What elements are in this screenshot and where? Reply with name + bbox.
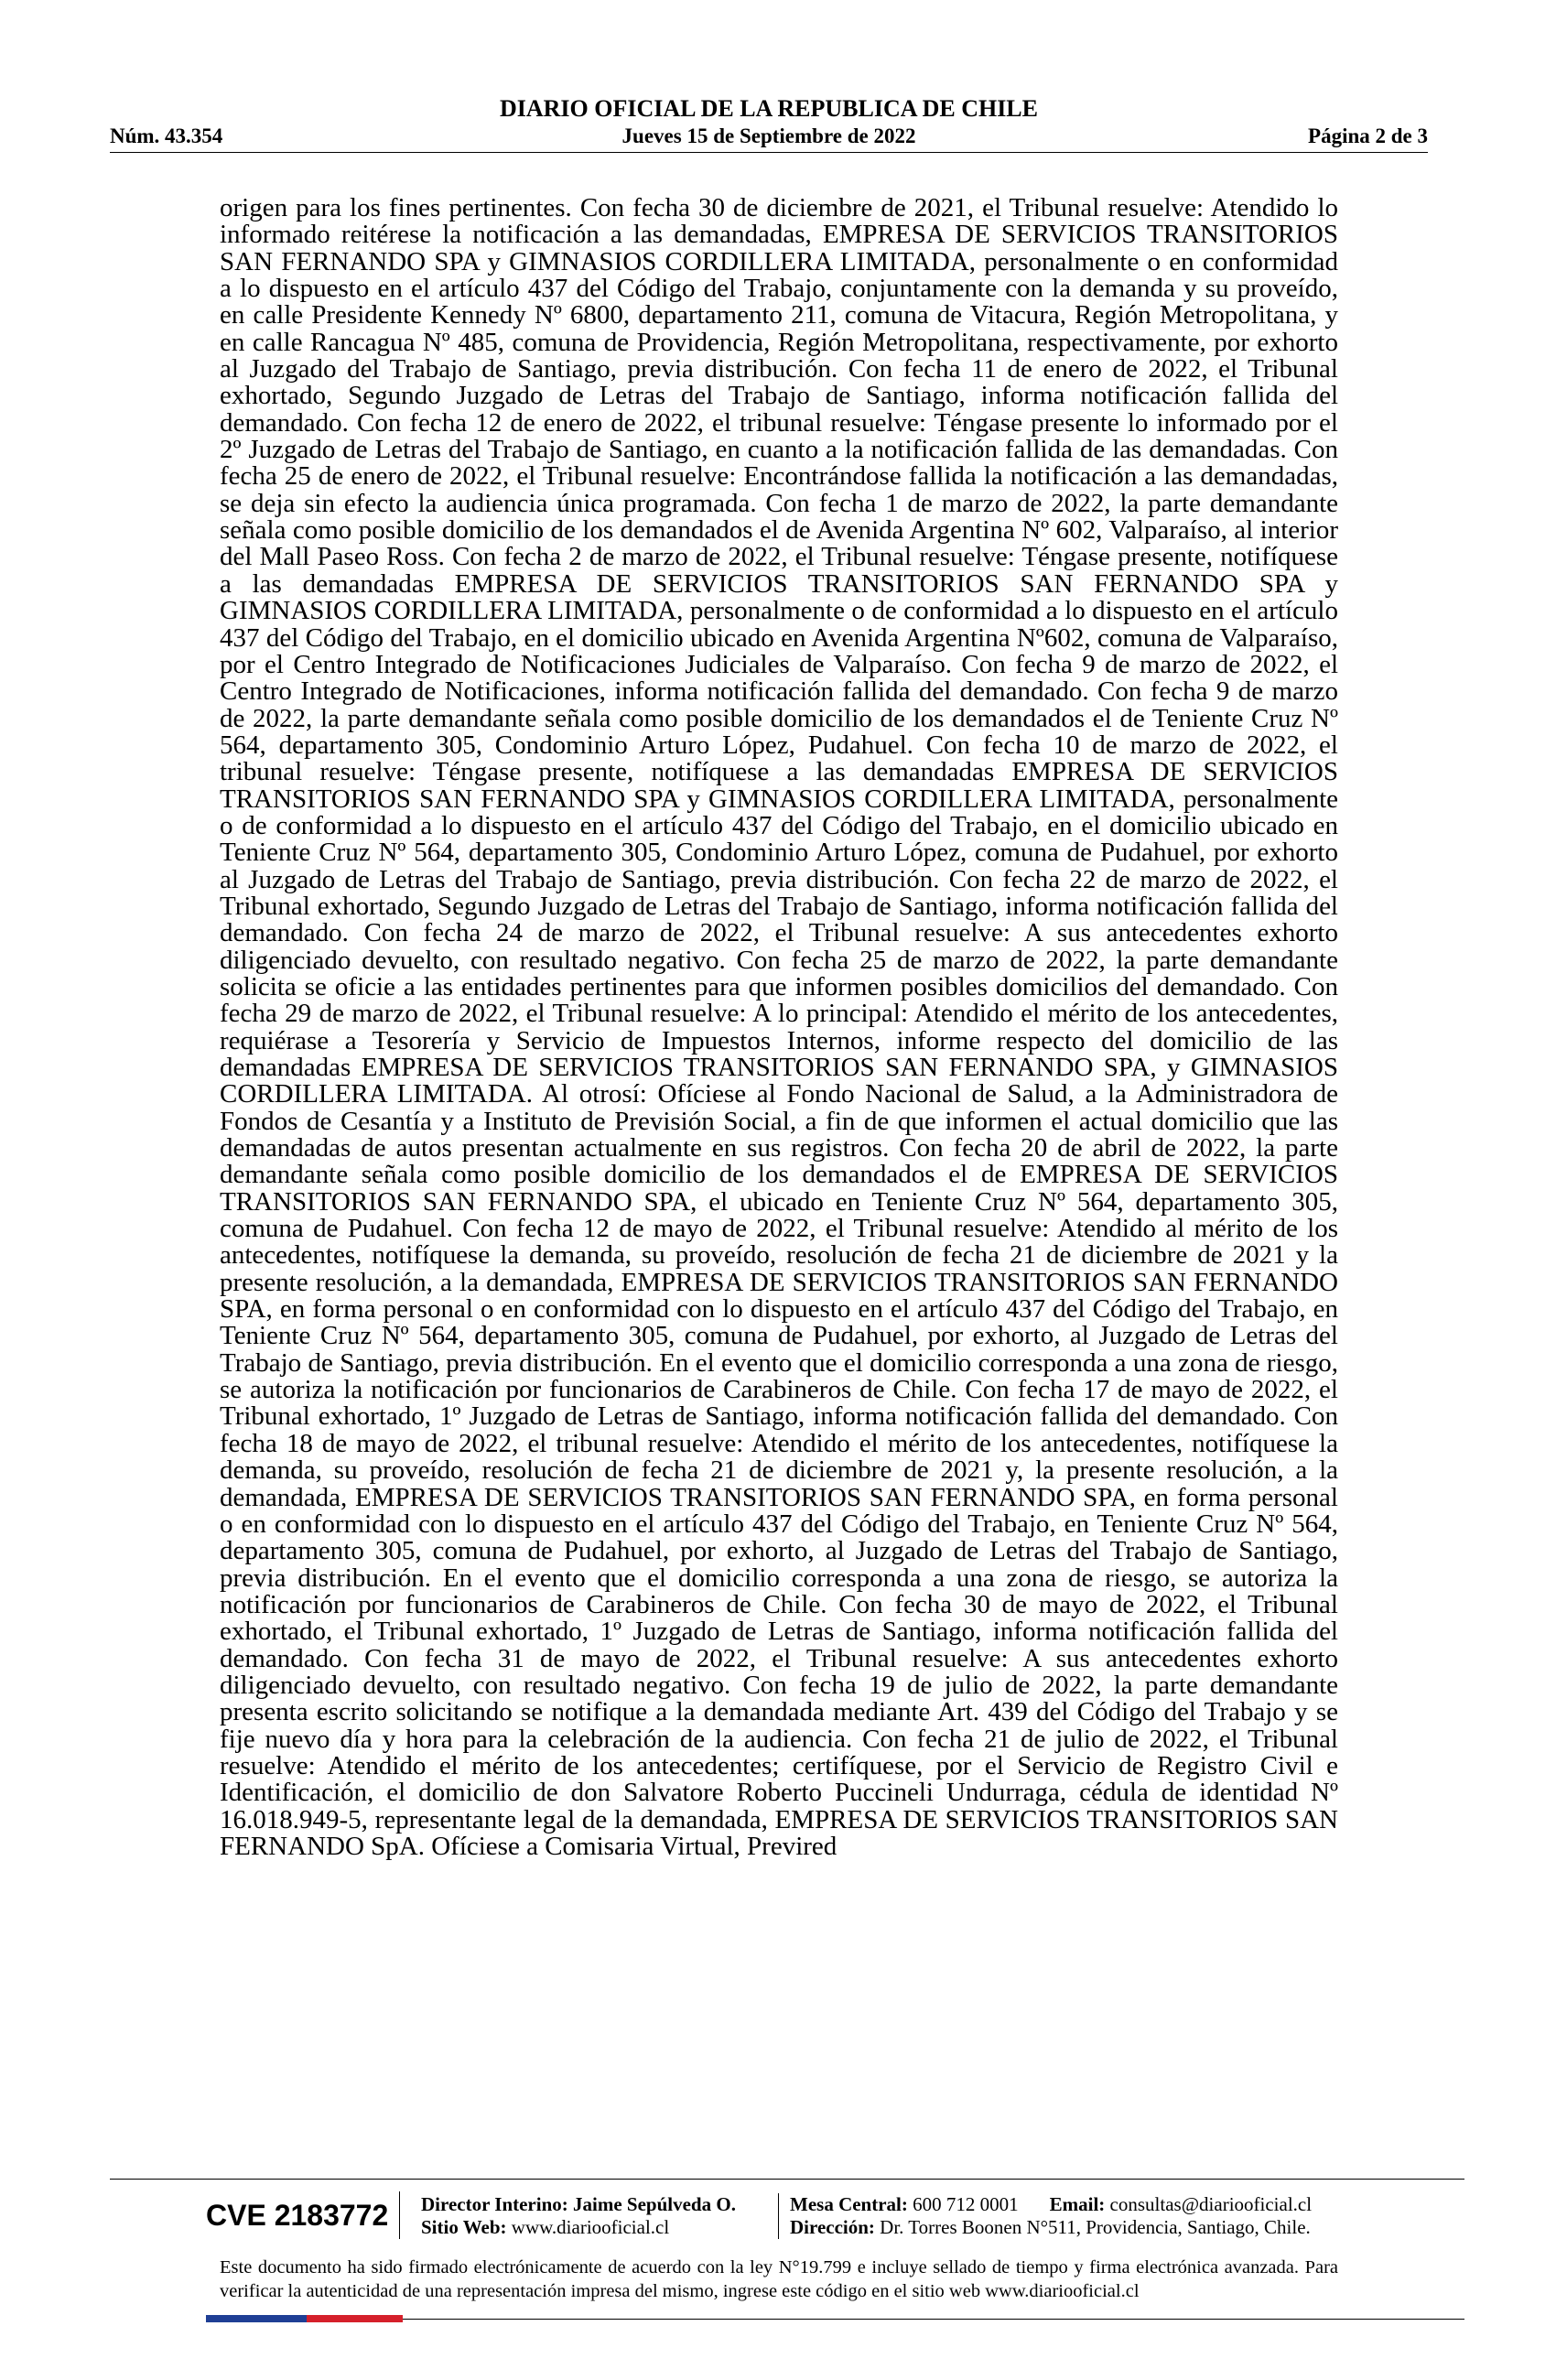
website-link[interactable]: www.diariooficial.cl (511, 2216, 670, 2238)
flag-stripe-blue (206, 2315, 307, 2322)
bottom-divider (403, 2319, 1464, 2320)
body-paragraph: origen para los fines pertinentes. Con fecha 30 de diciembre de 2021, el Tribunal resuelve: Atendido lo informado reitérese la notificación a las demandadas, EMPRESA DE SERVICIOS TRANSITORIOS SAN FERNANDO SPA y GIMNASIOS CORDILLERA LIMITADA, personalmente o en conformidad a lo dispuesto en el artículo 437 del Código del Trabajo, conjuntamente con la demanda y su proveído, en calle Presidente Kennedy Nº 6800, departamento 211, comuna de Vitacura, Región Metropolitana, y en calle Rancagua Nº 485, comuna de Providencia, Región Metropolitana, respectivamente, por exhorto al Juzgado del Trabajo de Santiago, previa distribución. Con fecha 11 de enero de 2022, el Tribunal exhortado, Segundo Juzgado de Letras del Trabajo de Santiago, informa notificación fallida del demandado. Con fecha 12 de enero de 2022, el tribunal resuelve: Téngase presente lo informado por el 2º Juzgado de Letras del Trabajo de Santiago, en cuanto a la notificación fallida de las demandadas. Con fecha 25 de enero de 2022, el Tribunal resuelve: Encontrándose fallida la notificación a las demandadas, se deja sin efecto la audiencia única programada. Con fecha 1 de marzo de 2022, la parte demandante señala como posible domicilio de los demandados el de Avenida Argentina Nº 602, Valparaíso, al interior del Mall Paseo Ross. Con fecha 2 de marzo de 2022, el Tribunal resuelve: Téngase presente, notifíquese a las demandadas EMPRESA DE SERVICIOS TRANSITORIOS SAN FERNANDO SPA y GIMNASIOS CORDILLERA LIMITADA, personalmente o de conformidad a lo dispuesto en el artículo 437 del Código del Trabajo, en el domicilio ubicado en Avenida Argentina Nº602, comuna de Valparaíso, por el Centro Integrado de Notificaciones Judiciales de Valparaíso. Con fecha 9 de marzo de 2022, el Centro Integrado de Notificaciones, informa notificación fallida del demandado. Con fecha 9 de marzo de 2022, la parte demandante señala como posible domicilio de los demandados el de Teniente Cruz Nº 564, departamento 305, Condominio Arturo López, Pudahuel. Con fecha 10 de marzo de 2022, el tribunal resuelve: Téngase presente, notifíquese a las demandadas EMPRESA DE SERVICIOS TRANSITORIOS SAN FERNANDO SPA y GIMNASIOS CORDILLERA LIMITADA, personalmente o de conformidad a lo dispuesto en el artículo 437 del Código del Trabajo, en el domicilio ubicado en Teniente Cruz Nº 564, departamento 305, Condominio Arturo López, comuna de Pudahuel, por exhorto al Juzgado de Letras del Trabajo de Santiago, previa distribución. Con fecha 22 de marzo de 2022, el Tribunal exhortado, Segundo Juzgado de Letras del Trabajo de Santiago, informa notificación fallida del demandado. Con fecha 24 de marzo de 2022, el Tribunal resuelve: A sus antecedentes exhorto diligenciado devuelto, con resultado negativo. Con fecha 25 de marzo de 2022, la parte demandante solicita se oficie a las entidades pertinentes para que informen posibles domicilios del demandado. Con fecha 29 de marzo de 2022, el Tribunal resuelve: A lo principal: Atendido el mérito de los antecedentes, requiérase a Tesorería y Servicio de Impuestos Internos, informe respecto del domicilio de las demandadas EMPRESA DE SERVICIOS TRANSITORIOS SAN FERNANDO SPA, y GIMNASIOS CORDILLERA LIMITADA. Al otrosí: Ofíciese al Fondo Nacional de Salud, a la Administradora de Fondos de Cesantía y a Instituto de Previsión Social, a fin de que informen el actual domicilio que las demandadas de autos presentan actualmente en sus registros. Con fecha 20 de abril de 2022, la parte demandante señala como posible domicilio de los demandados el de EMPRESA DE SERVICIOS TRANSITORIOS SAN FERNANDO SPA, el ubicado en Teniente Cruz Nº 564, departamento 305, comuna de Pudahuel. Con fecha 12 de mayo de 2022, el Tribunal resuelve: Atendido al mérito de los antecedentes, notifíquese la demanda, su proveído, resolución de fecha 21 de diciembre de 2021 y la presente resolución, a la demandada, EMPRESA DE SERVICIOS TRANSITORIOS SAN FERNANDO SPA, en forma personal o en conformidad con lo dispuesto en el artículo 437 del Código del Trabajo, en Teniente Cruz Nº 564, departamento 305, comuna de Pudahuel, por exhorto, al Juzgado de Letras del Trabajo de Santiago, previa distribución. En el evento que el domicilio corresponda a una zona de riesgo, se autoriza la notificación por funcionarios de Carabineros de Chile. Con fecha 17 de mayo de 2022, el Tribunal exhortado, 1º Juzgado de Letras de Santiago, informa notificación fallida del demandado. Con fecha 18 de mayo de 2022, el tribunal resuelve: Atendido el mérito de los antecedentes, notifíquese la demanda, su proveído, resolución de fecha 21 de diciembre de 2021 y, la presente resolución, a la demandada, EMPRESA DE SERVICIOS TRANSITORIOS SAN FERNANDO SPA, en forma personal o en conformidad con lo dispuesto en el artículo 437 del Código del Trabajo, en Teniente Cruz Nº 564, departamento 305, comuna de Pudahuel, por exhorto, al Juzgado de Letras del Trabajo de Santiago, previa distribución. En el evento que el domicilio corresponda a una zona de riesgo, se autoriza la notificación por funcionarios de Carabineros de Chile. Con fecha 30 de mayo de 2022, el Tribunal exhortado, el Tribunal exhortado, 1º Juzgado de Letras de Santiago, informa notificación fallida del demandado. Con fecha 31 de mayo de 2022, el Tribunal resuelve: A sus antecedentes exhorto diligenciado devuelto, con resultado negativo. Con fecha 19 de julio de 2022, la parte demandante presenta escrito solicitando se notifique a la demandada mediante Art. 439 del Código del Trabajo y se fije nuevo día y hora para la celebración de la audiencia. Con fecha 21 de julio de 2022, el Tribunal resuelve: Atendido el mérito de los antecedentes; certifíquese, por el Servicio de Registro Civil e Identificación, el domicilio de don Salvatore Roberto Puccineli Undurraga, cédula de identidad Nº 16.018.949-5, representante legal de la demandada, EMPRESA DE SERVICIOS TRANSITORIOS SAN FERNANDO SpA. Ofíciese a Comisaria Virtual, Previred (220, 193, 1338, 1861)
cve-code: CVE 2183772 (206, 2191, 400, 2239)
address-line (790, 2216, 1376, 2239)
signature-notice: Este documento ha sido firmado electrónicamente de acuerdo con la ley N°19.799 e incluye sellado de tiempo y firma electrónica avanzada. Para verificar la autenticidad de una representación impresa del mismo, ingrese este código en el sitio web www.diariooficial.cl (220, 2257, 1338, 2301)
director-label: Director Interino: (421, 2193, 568, 2215)
flag-stripe-red (307, 2315, 403, 2322)
website-label: Sitio Web: (421, 2216, 507, 2238)
mesa-phone: 600 712 0001 (913, 2193, 1019, 2215)
header-meta-row (110, 123, 1428, 150)
header-divider (110, 152, 1428, 153)
footer-contact-left (421, 2193, 769, 2239)
director-name: Jaime Sepúlveda O. (573, 2193, 736, 2215)
email-label: Email: (1049, 2193, 1106, 2215)
footer-contact-right (778, 2193, 1376, 2239)
issue-date: Jueves 15 de Septiembre de 2022 (621, 124, 916, 147)
email-link[interactable]: consultas@diariooficial.cl (1109, 2193, 1313, 2215)
address-value: Dr. Torres Boonen N°511, Providencia, Santiago, Chile. (880, 2216, 1311, 2238)
issue-number: Núm. 43.354 (110, 124, 223, 147)
page-header (110, 92, 1428, 152)
director-line (421, 2193, 769, 2216)
mesa-label: Mesa Central: (790, 2193, 908, 2215)
publication-title: DIARIO OFICIAL DE LA REPUBLICA DE CHILE (499, 95, 1038, 122)
website-line (421, 2216, 769, 2239)
body-text (220, 195, 1338, 1860)
footer-divider (110, 2179, 1464, 2180)
phone-email-line (790, 2193, 1376, 2216)
address-label: Dirección: (790, 2216, 875, 2238)
page-indicator: Página 2 de 3 (1308, 124, 1428, 147)
